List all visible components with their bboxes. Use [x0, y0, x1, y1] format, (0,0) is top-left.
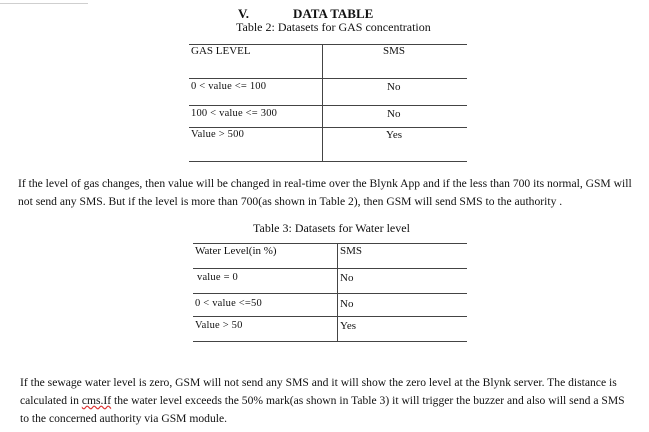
table3-divider — [337, 243, 338, 342]
table3-rule — [193, 316, 467, 317]
table2-caption: Table 2: Datasets for GAS concentration — [236, 20, 431, 34]
table2-divider — [322, 44, 323, 162]
paragraph-2 — [20, 374, 625, 428]
table3-rule — [193, 293, 467, 294]
table2-cell: No — [387, 108, 401, 120]
paragraph-text: the water level exceeds the 50% mark(as shown in Table 3) it will trigger the buzzer and also will send a SMS — [111, 394, 625, 407]
table3-rule — [193, 268, 467, 269]
table3-rule — [193, 243, 467, 244]
table2-header-gas-level: GAS LEVEL — [191, 45, 251, 57]
table2-cell: 100 < value <= 300 — [191, 108, 278, 119]
table2-cell: 0 < value <= 100 — [191, 81, 267, 92]
paragraph-line: not send any SMS. But if the level is more than 700(as shown in Table 2), then GSM will send SMS to the authority . — [18, 195, 563, 208]
table2-cell: Value > 500 — [191, 129, 245, 140]
table3-cell: No — [340, 272, 354, 284]
table3-cell: Yes — [340, 320, 357, 332]
table3-cell: Value > 50 — [195, 320, 243, 331]
paragraph-1 — [18, 175, 632, 211]
table3-caption: Table 3: Datasets for Water level — [253, 221, 410, 235]
table2-rule — [189, 105, 467, 106]
table2-header-sms: SMS — [383, 45, 406, 57]
section-number: V. — [238, 6, 249, 21]
table2-cell: No — [387, 81, 401, 93]
table3-cell: 0 < value <=50 — [195, 298, 262, 309]
table3-header-water-level: Water Level(in %) — [195, 245, 277, 257]
table3-cell: No — [340, 298, 354, 310]
table2-rule — [189, 161, 467, 162]
table3-rule — [193, 341, 467, 342]
paragraph-line — [20, 392, 625, 410]
table2-rule — [189, 127, 467, 128]
table3-header-sms: SMS — [340, 245, 363, 257]
paragraph-text: calculated in — [20, 394, 82, 407]
paragraph-line: If the level of gas changes, then value will be changed in real-time over the Blynk App and if the less than 700 its normal, GSM will — [18, 177, 632, 190]
table3-cell: value = 0 — [197, 272, 238, 283]
table2-cell: Yes — [386, 129, 403, 141]
paragraph-line: to the concerned authority via GSM module. — [20, 412, 228, 425]
section-title: DATA TABLE — [293, 6, 374, 21]
misspelled-word: cms.If — [81, 394, 112, 407]
paragraph-line: If the sewage water level is zero, GSM will not send any SMS and it will show the zero level at the Blynk server. The distance is — [20, 376, 617, 389]
top-rule — [0, 3, 88, 4]
table2-rule — [189, 78, 467, 79]
